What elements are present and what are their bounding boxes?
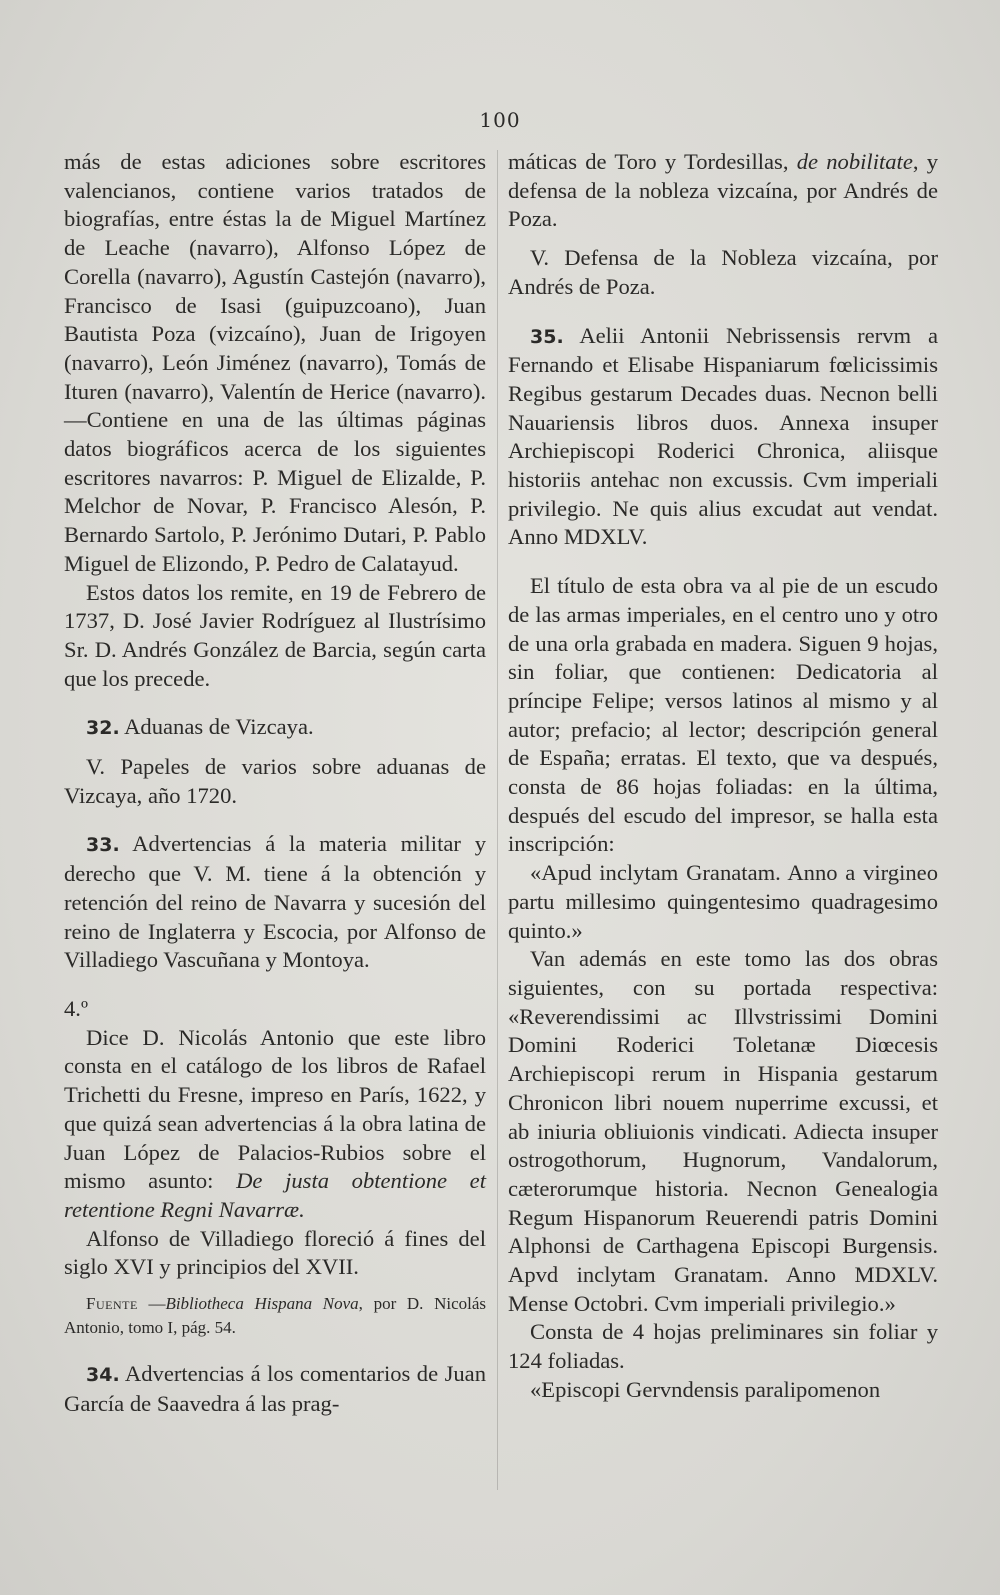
entry-35 (508, 322, 938, 553)
entry-32-number: 32. (86, 717, 120, 740)
entry-33-number: 33. (86, 834, 120, 857)
entry-34-cont-rest: , y defensa de la nobleza vizcaína, por Andrés de Poza. (508, 149, 939, 232)
left-column (64, 148, 486, 1418)
entry-33 (64, 830, 486, 975)
entry-34-note: V. Defensa de la Nobleza vizcaína, por Andrés de Poza. (508, 245, 938, 299)
entry-33-format: 4.º (64, 995, 88, 1021)
entry-35-next: «Episcopi Gervndensis paralipomenon (530, 1376, 881, 1402)
entry-33-author-note: Alfonso de Villadiego floreció á fines del siglo XVI y principios del XVII. (64, 1225, 486, 1280)
entry-34 (64, 1360, 486, 1418)
entry-35-description: El título de esta obra va al pie de un escudo de las armas imperiales, en el centro uno y otro de una orla grabada en madera. Siguen 9 hojas, sin foliar, que contienen: Dedicatoria al príncipe Felipe; versos latinos al mismo y al autor; prefacio; al lector; descripción general de España; erratas. El texto, que va después, consta de 86 hojas foliadas: en la última, después del escudo del impresor, se halla esta inscripción: (508, 573, 938, 857)
entry-34-title: Advertencias á los comentarios de Juan García de Saavedra á las prag- (64, 1361, 486, 1416)
source-dash: — (137, 1294, 166, 1314)
entry-34-number: 34. (86, 1364, 120, 1387)
entry-35-inscription: «Apud inclytam Granatam. Anno a virgineo partu millesimo quingentesimo quadragesimo quinto.» (508, 860, 938, 943)
paragraph-datos-remite: Estos datos los remite, en 19 de Febrero de 1737, D. José Javier Rodríguez al Ilustrísimo Sr. D. Andrés González de Barcia, según carta que los precede. (64, 579, 486, 691)
source-note (64, 1292, 486, 1340)
entry-35-title: Aelii Antonii Nebrissensis rervm a Fernando et Elisabe Hispaniarum fœlicissimis Regibus gestarum Decades duas. Necnon belli Nauariensis libros duos. Annexa insuper Archiepiscopi Roderici Chronica, aliisque historiis antehac non excussis. Cvm imperiali privilegio. Ne quis alius excudat aut vendat. Anno MDXLV. (508, 322, 938, 550)
right-column (508, 148, 938, 1405)
entry-35-number: 35. (530, 325, 564, 348)
paragraph-escritores: más de estas adiciones sobre escritores valencianos, contiene varios tratados de biografías, entre éstas la de Miguel Martínez de Leache (navarro), Alfonso López de Corella (navarro), Agustín Castejón (navarro), Francisco de Isasi (guipuzcoano), Juan Bautista Poza (vizcaíno), Juan de Irigoyen (navarro), León Jiménez (navarro), Tomás de Ituren (navarro), Valentín de Herice (navarro).—Contiene en una de las últimas páginas datos biográficos acerca de los siguientes escritores navarros: P. Miguel de Elizalde, P. Melchor de Novar, P. Francisco Alesón, P. Bernardo Sartolo, P. Jerónimo Dutari, P. Pablo Miguel de Elizondo, P. Pedro de Calatayud. (64, 149, 486, 576)
source-label: Fuente (86, 1294, 138, 1314)
source-rest: , por D. Nicolás Antonio, tomo I, pág. 54. (64, 1294, 487, 1338)
entry-34-latin: de nobilitate (796, 149, 913, 174)
entry-32-note: V. Papeles de varios sobre aduanas de Vizcaya, año 1720. (64, 754, 486, 808)
entry-34-continuation (508, 148, 938, 234)
source-title: Bibliotheca Hispana Nova (165, 1294, 359, 1314)
entry-33-description (64, 1024, 486, 1225)
entry-33-description-text: Dice D. Nicolás Antonio que este libro consta en el catálogo de los libros de Rafael Trichetti du Fresne, impreso en París, 1622, y que quizá sean advertencias á la obra latina de Juan López de Palacios-Rubios sobre el mismo asunto: (64, 1024, 486, 1194)
entry-32-title: Aduanas de Vizcaya. (124, 714, 314, 740)
column-divider (497, 150, 498, 1490)
entry-34-cont-text: máticas de Toro y Tordesillas, (508, 149, 797, 174)
entry-33-title: Advertencias á la materia militar y derecho que V. M. tiene á la obtención y retención del reino de Navarra y sucesión del reino de Inglaterra y Escocia, por Alfonso de Villadiego Vascuñana y Montoya. (64, 831, 486, 973)
page-number: 100 (479, 108, 521, 132)
entry-35-other-works: Van además en este tomo las dos obras siguientes, con su portada respectiva: «Reverendissimi ac Illvstrissimi Domini Domini Roderici Toletanæ Diœcesis Archiepiscopi rerum in Hispania gestarum Chronicon libri nouem nuperrime excussi, et ab iniuria obliuionis vindicati. Adiecta insuper ostrogothorum, Hugnorum, Vandalorum, cæterorumque historia. Necnon Genealogia Regum Hispanorum Reuerendi patris Domini Alphonsi de Carthagena Episcopi Burgensis. Apvd inclytam Granatam. Anno MDXLV. Mense Octobri. Cvm imperiali privilegio.» (508, 946, 938, 1316)
entry-35-leaves: Consta de 4 hojas preliminares sin foliar y 124 foliadas. (508, 1319, 938, 1374)
entry-32 (64, 713, 486, 743)
entry-33-latin-title: De justa obtentione et retentione Regni Navarræ. (64, 1168, 486, 1222)
